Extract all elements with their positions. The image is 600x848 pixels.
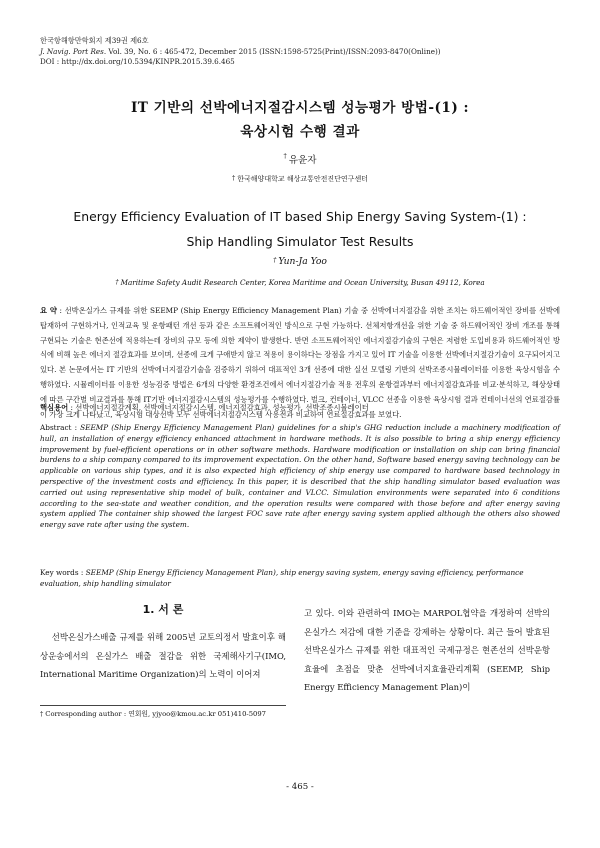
author-korean [40,152,560,166]
citation-details: Vol. 39, No. 6 : 465-472, December 2015 (ISSN:1598-5725(Print)/ISSN:2093-8470(Online)) [106,46,441,56]
abstract-english [40,423,560,531]
title-english [40,204,560,254]
affiliation-korean [40,174,560,184]
title-korean [40,96,560,144]
journal-abbrev: J. Navig. Port Res. [40,46,107,56]
dagger-mark: † [40,710,44,718]
title-ko-line1: IT 기반의 선박에너지절감시스템 성능평가 방법-(1) : [130,100,470,116]
journal-citation [40,47,560,58]
title-ko-line2: 육상시험 수행 결과 [240,124,360,140]
journal-header [40,36,560,68]
page-number: - 465 - [286,782,314,792]
affiliation-english [40,278,560,287]
abstract-ko-label: 요 약 [40,306,57,315]
journal-name-ko: 한국항해항만학회지 제39권 제6호 [40,36,149,45]
footnote-text: Corresponding author : 연회원, yjyoo@kmou.ac.kr 051)410-5097 [45,710,266,718]
section-heading: 1. 서 론 [142,603,184,616]
keywords-en-label: Key words : [40,568,84,577]
dagger-mark: † [115,278,119,286]
keywords-ko-label: 핵심용어 [40,403,69,412]
affiliation-en-text: Maritime Safety Audit Research Center, Korea Maritime and Ocean University, Busan 49112, Korea [120,278,485,287]
keywords-korean [40,402,560,414]
doi-line: DOI : http://dx.doi.org/10.5394/KINPR.2015.39.6.465 [40,57,235,66]
abstract-en-text: SEEMP (Ship Energy Efficiency Management Plan) guidelines for a ship's GHG reduction include a machinery modification of hull, an installation of energy efficiency enhanced attachment in hardware methods. It is also possible to bring a ship energy efficiency improvement by fuel-efficient operations or in other software methods. Hardware modification or installation on ship can bring financial burdens to a ship company compared to its improvement expectation. On the other hand, Software based energy saving technology can be applicable on various ship types, and it is also expected high efficiency of ship energy use compared to hardware based technology in perspective of the investment costs and efficiency. In this paper, it is described that the ship handling simulator based evaluation was carried out using representative ship model of bulk, container and VLCC. Simulation environments were separated into 6 conditions according to the sea-state and weather condition, and the operation results were compared with those before and after energy saving system applied The container ship showed the largest FOC save rate after energy saving system applied although the others also showed energy save rate after using the system. [40,423,560,530]
intro-paragraph-left: 선박온실가스배출 규제를 위해 2005년 교토의정서 발효이후 해상운송에서의 온실가스 배출 절감을 위한 국제해사기구(IMO, International Maritime Organization)의 노력이 이어져 [40,632,286,679]
title-en-line1: Energy Efficiency Evaluation of IT based Ship Energy Saving System-(1) : [73,209,527,224]
author-name-en: Yun-Ja Yoo [278,256,327,267]
affiliation-ko-text: 한국해양대학교 해상교통안전진단연구센터 [237,175,368,183]
footnote-divider [40,705,286,706]
author-english [40,256,560,267]
keywords-english [40,568,560,590]
dagger-mark: † [273,256,277,264]
body-column-left [40,600,286,684]
keywords-en-text: SEEMP (Ship Energy Efficiency Management Plan), ship energy saving system, energy saving efficiency, performance evaluation, ship handling simulator [40,568,524,588]
keywords-ko-text: : 선박에너지절감계획, 선박에너지절감시스템, 에너지절감효과, 성능평가, 선박조종시뮬레이터 [68,403,369,412]
dagger-mark: † [232,174,236,182]
author-name-ko: 유윤자 [288,155,317,166]
abstract-ko-text: : 선박온실가스 규제를 위한 SEEMP (Ship Energy Efficiency Management Plan) 기술 중 선박에너지절감을 위한 조치는 하드웨어적인 장비를 선박에 탑재하여 구현하거나, 인적교육 및 운항패턴 개선 등과 같은 소프트웨어적인 방식으로 구현 가능하다. 선체저항개선을 위한 기술 중 하드웨어적인 장비 개조를 통해 구현되는 기술은 현존선에 적용하는데 장비의 규모 등에 의한 제약이 발생한다. 반면 소프트웨어적인 에너지절감기술의 구현은 저렴한 도입비용과 하드웨어적인 방식에 비해 높은 에너지 절감효과를 보이며, 선종에 크게 구애받지 않고 적용이 용이하다는 장점을 가지고 있어 IT 기술을 이용한 선박에너지절감기술이 요구되어지고 있다. 본 논문에서는 IT 기반의 선박에너지절감기술을 검증하기 위하여 대표적인 3개 선종에 대한 실선 모델링 기반의 선박조종시뮬레이터를 이용한 육상시험을 수행하였다. 시뮬레이터를 이용한 성능검증 방법은 6개의 다양한 환경조건에서 에너지절감기술 적용 전후의 운항결과부터 에너지절감효과를 비교·분석하고, 해상상태에 따른 구간별 비교결과를 통해 IT기반 에너지절감시스템의 성능평가를 수행하였다. 벌크, 컨테이너, VLCC 선종을 이용한 육상시험 결과 컨테이너선의 연료절감률이 가장 크게 나타났고, 육상시험 대상선박 모두 선박에너지절감시스템 사용전과 비교하여 연료절감효과를 보였다. [40,306,560,419]
footnote [40,709,400,719]
abstract-en-label: Abstract : [40,423,78,432]
dagger-mark: † [283,152,287,160]
intro-paragraph-right: 고 있다. 이와 관련하여 IMO는 MARPOL협약을 개정하여 선박의 온실가스 저감에 대한 기준을 강제하는 상황이다. 최근 들어 발효된 선박온실가스 규제를 위한 대표적인 국제규정은 현존선의 선박운항효율에 초점을 맞춘 선박에너지효율관리계획 (SEEMP, Ship Energy Efficiency Management Plan)이 [304,608,550,692]
paper-page [40,0,560,848]
title-en-line2: Ship Handling Simulator Test Results [186,234,414,249]
body-column-right [304,604,550,697]
